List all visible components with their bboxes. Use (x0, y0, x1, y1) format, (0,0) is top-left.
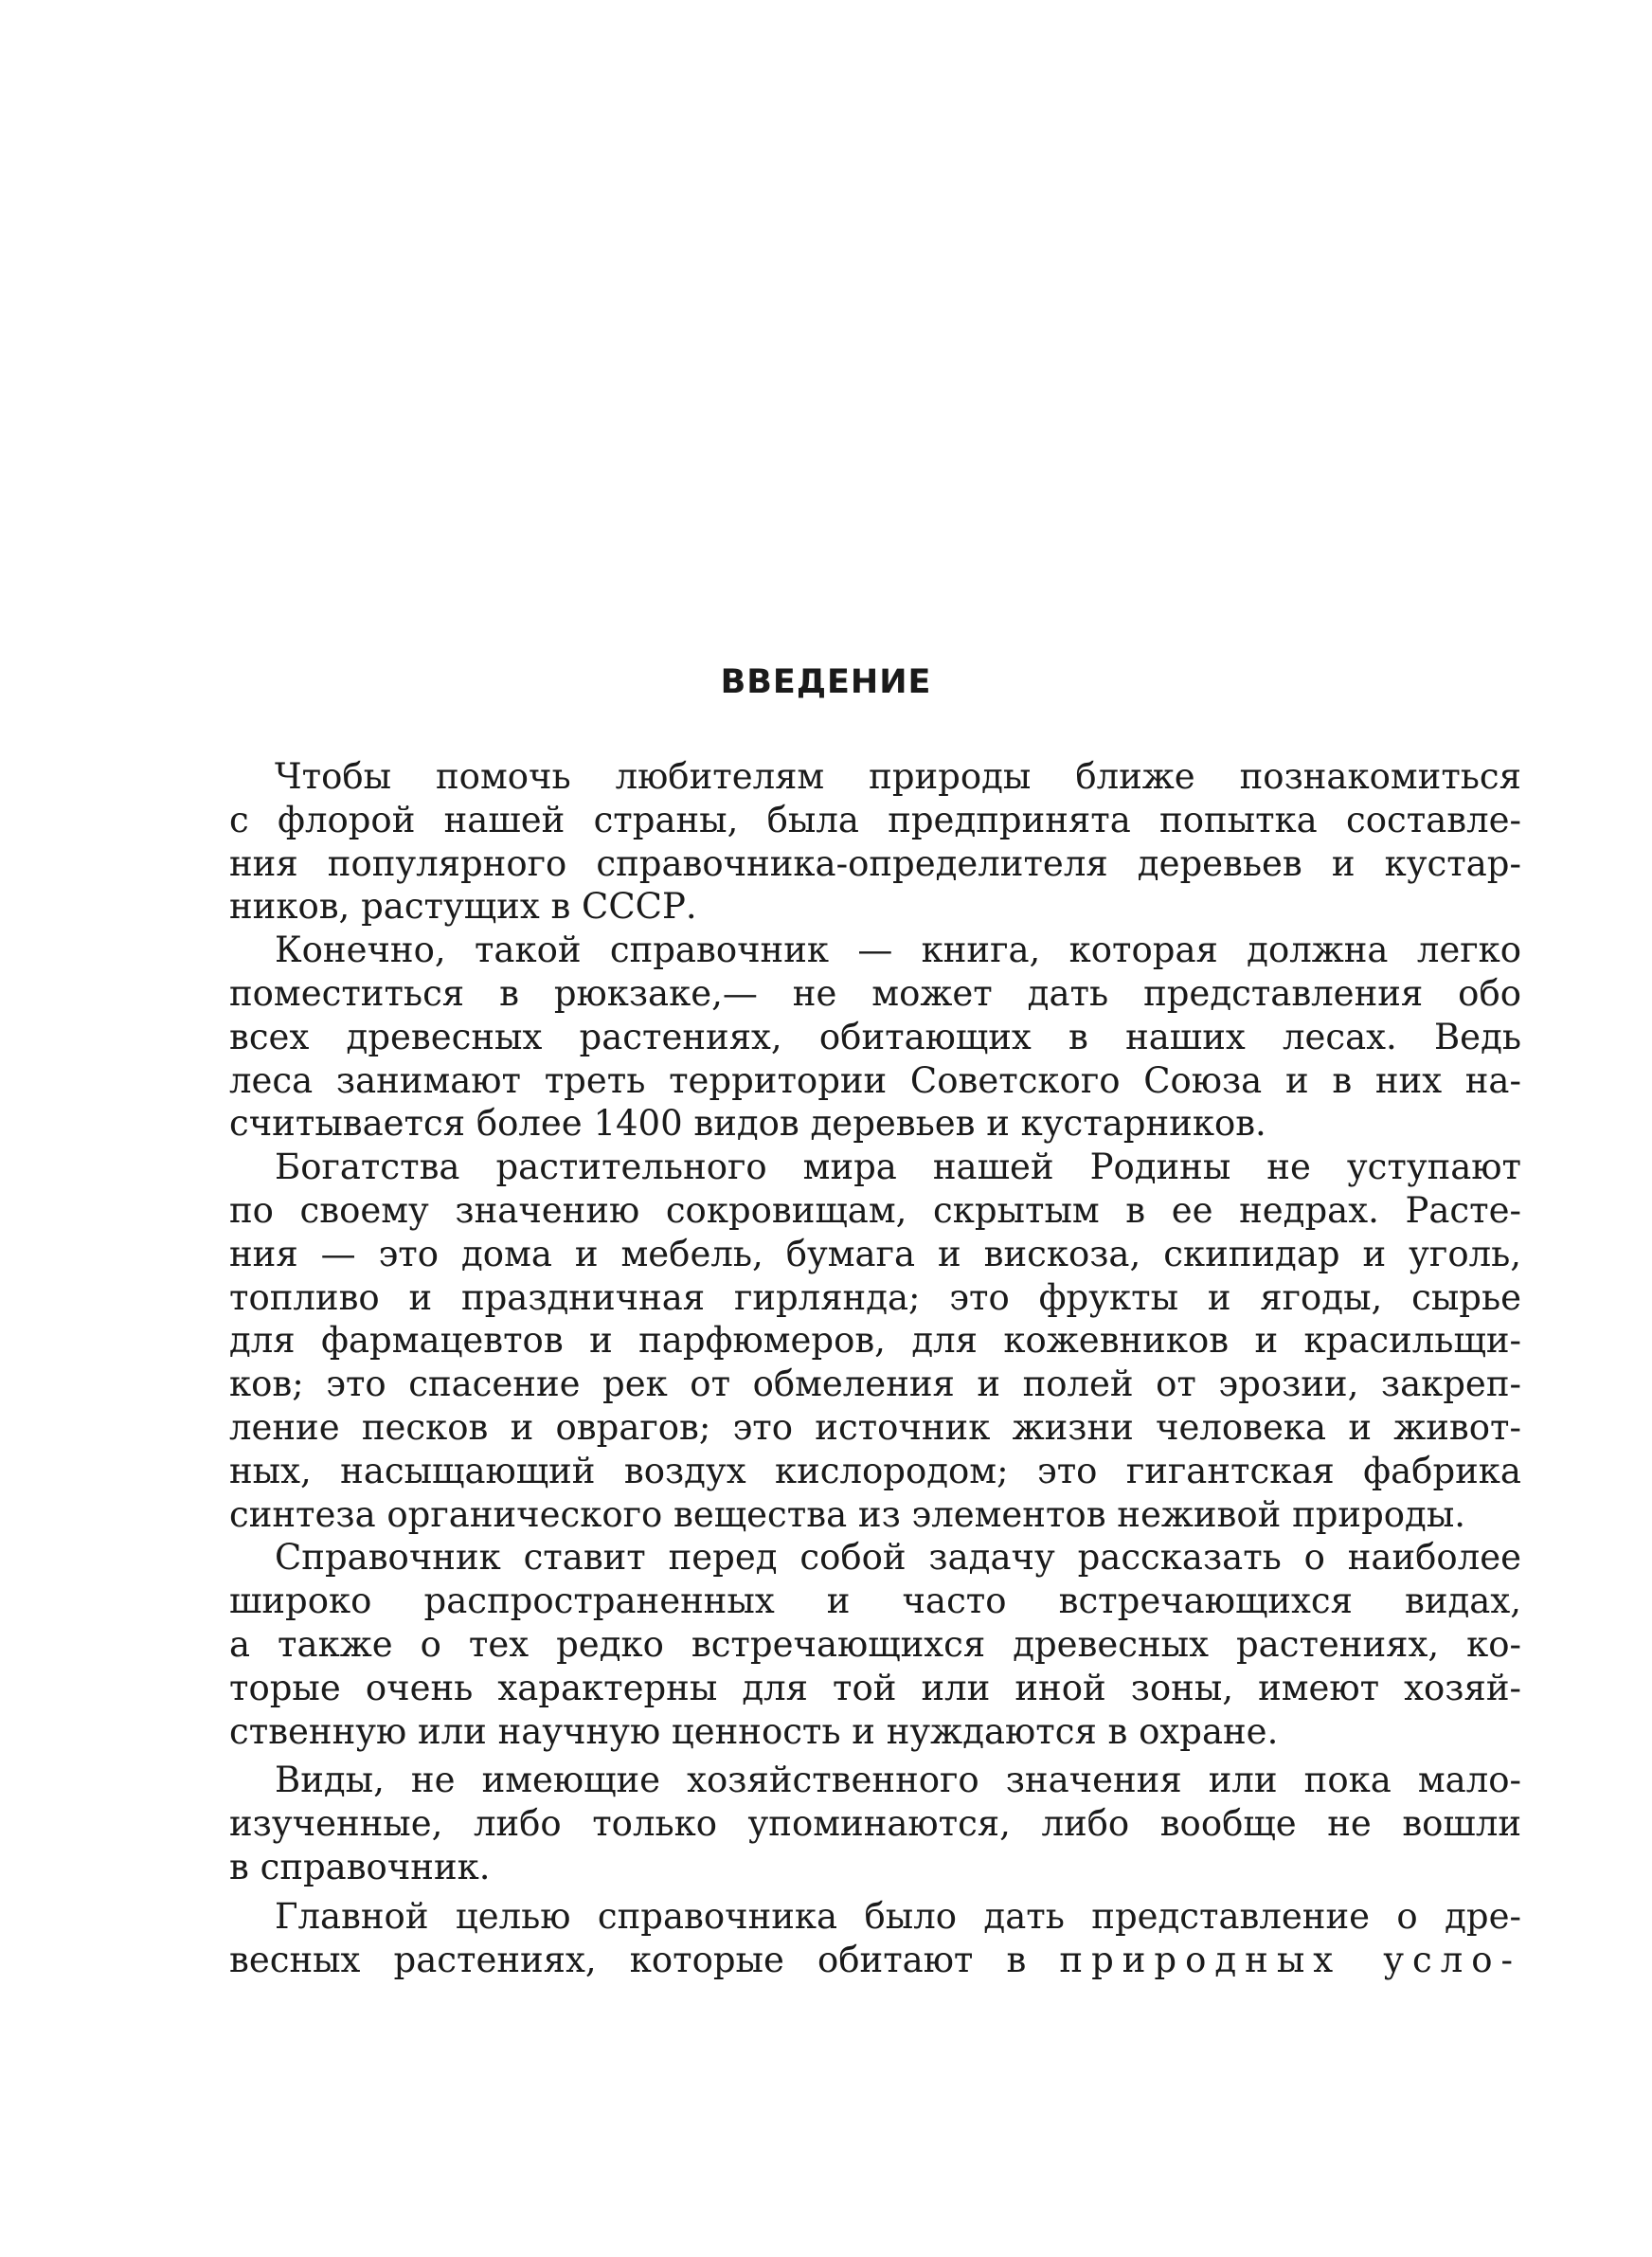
text-line-segment: весных растениях, которые обитают в (229, 1939, 1027, 1980)
text-line: ственную или научную ценность и нуждаются в охране. (229, 1710, 1279, 1752)
text-line: с флорой нашей страны, была предпринята попытка составле- (229, 799, 1521, 840)
text-line: ных, насыщающий воздух кислородом; это гигантская фабрика (229, 1450, 1521, 1491)
text-line: топливо и праздничная гирлянда; это фрукты и ягоды, сырье (229, 1276, 1521, 1318)
text-line: всех древесных растениях, обитающих в наших лесах. Ведь (229, 1016, 1521, 1057)
chapter-heading: ВВЕДЕНИЕ (720, 663, 932, 701)
text-line: леса занимают треть территории Советского Союза и в них на- (229, 1059, 1521, 1101)
text-line: а также о тех редко встречающихся древесных растениях, ко- (229, 1623, 1521, 1665)
text-line: Конечно, такой справочник — книга, которая должна легко (275, 930, 1521, 971)
text-line: Богатства растительного мира нашей Родины не уступают (275, 1147, 1521, 1188)
text-line-with-spaced-tail (229, 1939, 1521, 1982)
text-line: изученные, либо только упоминаются, либо вообще не вошли (229, 1803, 1521, 1845)
text-line: ков; это спасение рек от обмеления и полей от эрозии, закреп- (229, 1363, 1521, 1405)
text-line: Виды, не имеющие хозяйственного значения или пока мало- (275, 1760, 1521, 1801)
text-line: ния популярного справочника-определителя деревьев и кустар- (229, 842, 1521, 884)
text-line: поместиться в рюкзаке,— не может дать представления обо (229, 972, 1521, 1014)
text-line: Чтобы помочь любителям природы ближе познакомиться (275, 756, 1521, 797)
text-line: для фармацевтов и парфюмеров, для кожевников и красильщи- (229, 1320, 1521, 1362)
text-line: считывается более 1400 видов деревьев и кустарников. (229, 1103, 1266, 1145)
body-text (229, 755, 1521, 1981)
spaced-emphasis-text: природных усло- (1059, 1939, 1521, 1980)
text-line: торые очень характерны для той или иной зоны, имеют хозяй- (229, 1667, 1521, 1708)
text-line: Главной целью справочника было дать представление о дре- (275, 1895, 1521, 1937)
text-line: широко распространенных и часто встречающихся видах, (229, 1580, 1521, 1622)
text-line: ление песков и оврагов; это источник жизни человека и живот- (229, 1406, 1521, 1448)
text-line: синтеза органического вещества из элементов неживой природы. (229, 1493, 1466, 1535)
text-line: ния — это дома и мебель, бумага и вискоза, скипидар и уголь, (229, 1233, 1521, 1274)
text-line: в справочник. (229, 1846, 491, 1887)
text-line: Справочник ставит перед собой задачу рассказать о наиболее (275, 1537, 1521, 1579)
text-line: ников, растущих в СССР. (229, 886, 697, 928)
text-line: по своему значению сокровищам, скрытым в ее недрах. Расте- (229, 1189, 1521, 1231)
